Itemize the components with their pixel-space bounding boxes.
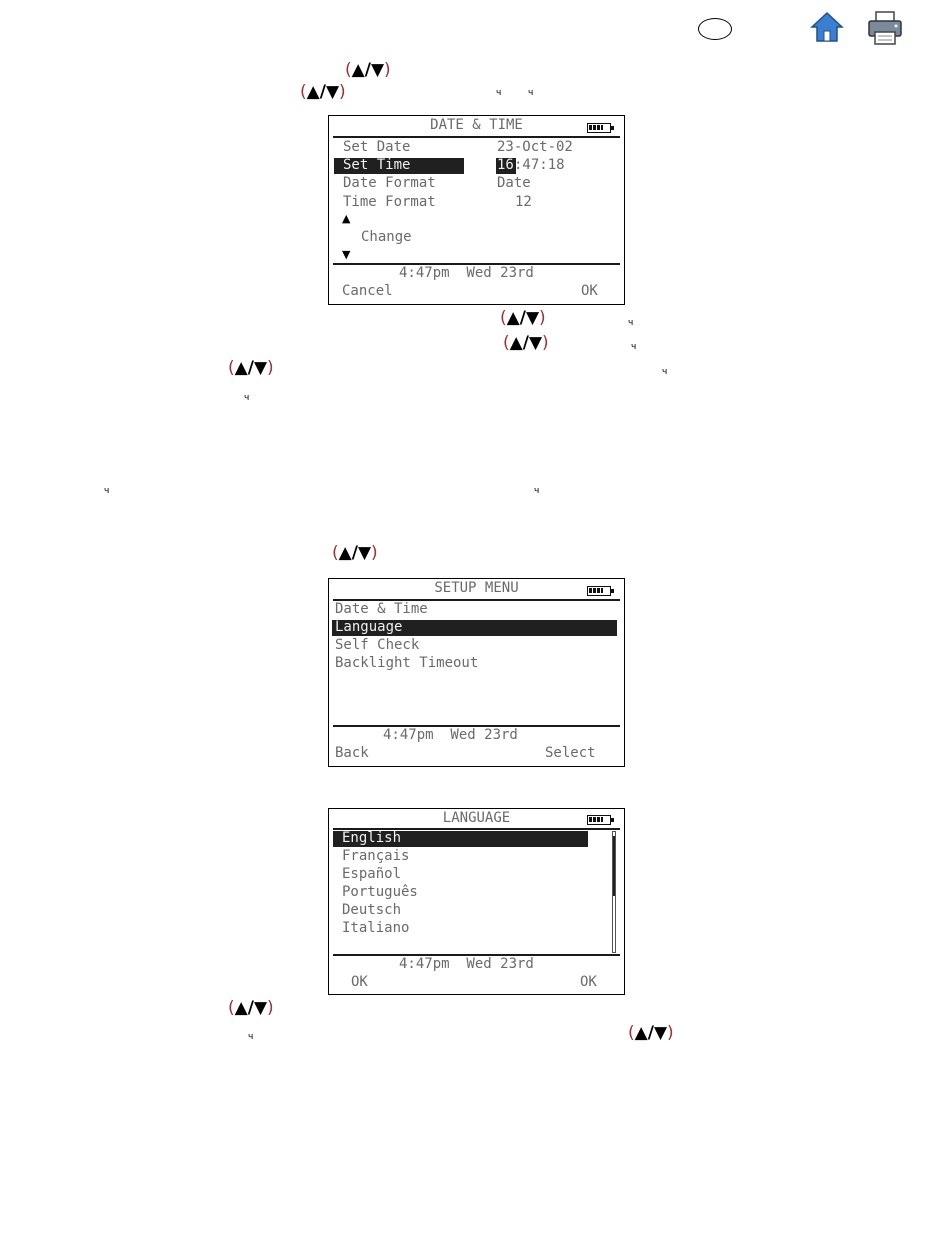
up-down-key-icon: (▲/▼) — [503, 333, 549, 353]
setting-value: 23-Oct-02 — [497, 139, 573, 155]
language-item-english[interactable]: English — [342, 830, 402, 846]
select-softkey[interactable]: Select — [545, 745, 596, 761]
glyph-mark: ч — [248, 1032, 254, 1042]
glyph-mark: ч — [662, 367, 668, 377]
language-item-italiano[interactable]: Italiano — [342, 920, 410, 936]
setup-menu-screen — [328, 578, 625, 767]
time-rest-value: :47:18 — [514, 157, 565, 173]
print-icon[interactable] — [866, 10, 904, 46]
screen-title: LANGUAGE — [442, 810, 511, 826]
down-arrow-icon: ▼ — [342, 248, 351, 261]
change-label: Change — [361, 229, 412, 245]
battery-icon — [587, 123, 611, 133]
glyph-mark: ч — [631, 342, 637, 352]
up-arrow-icon: ▲ — [342, 212, 351, 225]
scrollbar[interactable] — [612, 831, 616, 953]
screen-title: SETUP MENU — [434, 580, 519, 596]
time-hour-field[interactable]: 16 — [497, 157, 514, 173]
up-down-key-icon: (▲/▼) — [500, 308, 546, 328]
ok-softkey[interactable]: OK — [581, 283, 598, 299]
glyph-mark: ч — [244, 393, 250, 403]
setting-label-selected[interactable]: Set Time — [343, 157, 411, 173]
menu-item-self-check[interactable]: Self Check — [335, 637, 420, 653]
up-down-key-icon: (▲/▼) — [228, 998, 274, 1018]
battery-icon — [587, 815, 611, 825]
glyph-mark: ч — [528, 88, 534, 98]
ok-softkey-right[interactable]: OK — [580, 974, 597, 990]
glyph-mark: ч — [496, 88, 502, 98]
language-item-espanol[interactable]: Español — [342, 866, 402, 882]
status-bar: 4:47pm Wed 23rd — [399, 265, 534, 281]
divider — [333, 136, 620, 138]
up-down-key-icon: (▲/▼) — [228, 358, 274, 378]
home-icon[interactable] — [810, 10, 844, 44]
setting-value: 12 — [515, 194, 532, 210]
ok-softkey-left[interactable]: OK — [351, 974, 368, 990]
up-down-key-icon: (▲/▼) — [628, 1023, 674, 1043]
menu-item-date-time[interactable]: Date & Time — [335, 601, 428, 617]
setting-label: Set Date — [343, 139, 411, 155]
status-bar: 4:47pm Wed 23rd — [399, 956, 534, 972]
language-item-portugues[interactable]: Português — [342, 884, 418, 900]
menu-item-backlight-timeout[interactable]: Backlight Timeout — [335, 655, 479, 671]
cancel-softkey[interactable]: Cancel — [342, 283, 393, 299]
glyph-mark: ч — [628, 318, 634, 328]
oval-badge-icon — [698, 18, 732, 40]
screen-title: DATE & TIME — [430, 117, 523, 133]
date-time-screen — [328, 115, 625, 305]
up-down-key-icon: (▲/▼) — [300, 82, 346, 102]
language-item-deutsch[interactable]: Deutsch — [342, 902, 402, 918]
language-item-francais[interactable]: Français — [342, 848, 410, 864]
setting-label: Date Format — [343, 175, 436, 191]
glyph-mark: ч — [104, 486, 110, 496]
setting-label: Time Format — [343, 194, 436, 210]
back-softkey[interactable]: Back — [335, 745, 369, 761]
up-down-key-icon: (▲/▼) — [332, 543, 378, 563]
language-screen — [328, 808, 625, 995]
status-bar: 4:47pm Wed 23rd — [383, 727, 518, 743]
up-down-key-icon: (▲/▼) — [345, 60, 391, 80]
menu-item-language[interactable]: Language — [335, 619, 403, 635]
glyph-mark: ч — [534, 486, 540, 496]
battery-icon — [587, 586, 611, 596]
setting-value: Date — [497, 175, 531, 191]
